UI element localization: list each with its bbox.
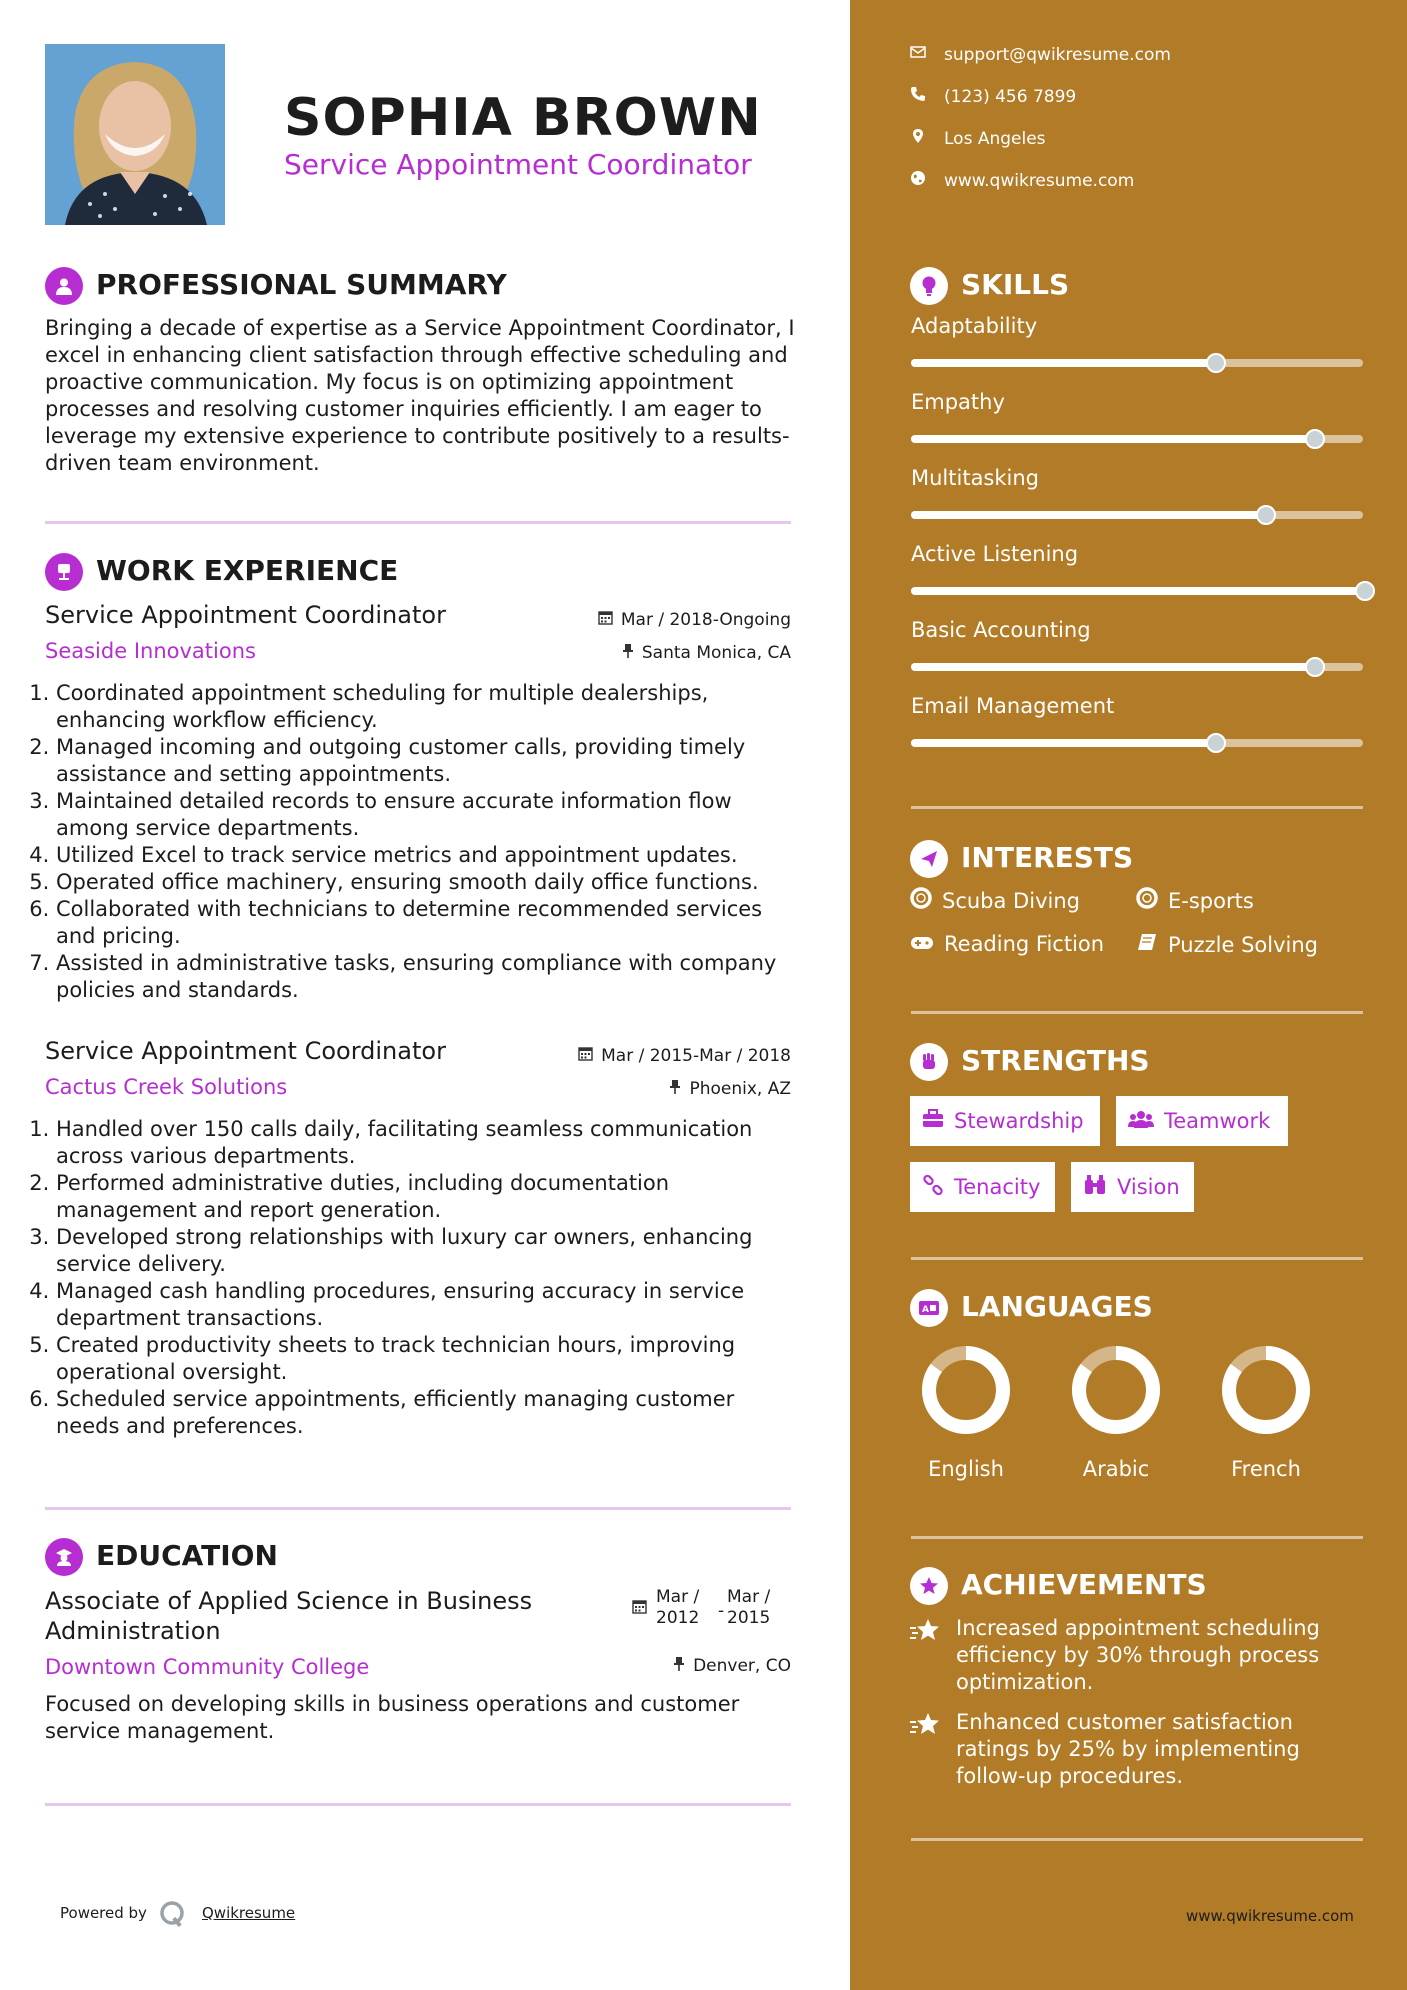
skill-level-fill: [911, 663, 1313, 671]
achievement-item: [910, 1709, 1360, 1790]
description-line: Focused on developing skills in business operations and customer: [45, 1692, 740, 1716]
summary-line: leverage my extensive experience to contribute positively to a results-: [45, 424, 790, 448]
job-dates-text: Mar / 2018-Ongoing: [620, 610, 791, 630]
interest-item: [1136, 932, 1318, 957]
binoculars-icon: [1083, 1174, 1107, 1201]
language-label: Arabic: [1082, 1457, 1150, 1481]
education-title: EDUCATION: [96, 1539, 278, 1572]
sidebar-divider: [911, 1011, 1363, 1014]
strength-badge: [1116, 1096, 1288, 1146]
section-divider: [45, 1803, 791, 1806]
contact-website[interactable]: [910, 170, 1134, 191]
candidate-role: Service Appointment Coordinator: [284, 148, 752, 181]
calendar-icon: [578, 1046, 593, 1066]
skill-level-fill: [911, 739, 1214, 747]
bullet-item: 2. Managed incoming and outgoing customer calls, providing timely assistance and setting appointments.: [56, 734, 798, 788]
language-level-ring: [1218, 1342, 1314, 1438]
strength-badge: [910, 1096, 1100, 1146]
sidebar-divider: [911, 1257, 1363, 1260]
achievement-text: [956, 1709, 1300, 1790]
skill-level-bar: [911, 511, 1363, 519]
skills-title: SKILLS: [961, 268, 1070, 301]
degree-title: [45, 1586, 532, 1646]
strength-label: Teamwork: [1164, 1109, 1271, 1133]
phone-icon: [910, 86, 926, 107]
strength-badge: [1071, 1162, 1194, 1212]
skill-level-bar: [911, 359, 1363, 367]
achievement-line: ratings by 25% by implementing: [956, 1737, 1300, 1761]
achievement-line: follow-up procedures.: [956, 1764, 1183, 1788]
summary-line: Bringing a decade of expertise as a Service Appointment Coordinator, I: [45, 316, 795, 340]
date-part: Mar /: [656, 1587, 700, 1607]
skill-label: Email Management: [911, 694, 1115, 718]
sidebar-divider: [911, 806, 1363, 809]
sidebar-divider: [911, 1838, 1363, 1841]
degree-line: Associate of Applied Science in Business: [45, 1587, 533, 1615]
date-part: 2015: [727, 1608, 771, 1628]
fist-icon: [910, 1043, 948, 1081]
job-bullets: [38, 1116, 798, 1440]
pin-icon: [622, 643, 634, 663]
achievement-line: Enhanced customer satisfaction: [956, 1710, 1293, 1734]
interest-label: Scuba Diving: [942, 888, 1080, 913]
star-badge-icon: [910, 1567, 948, 1605]
contact-email[interactable]: [910, 44, 1171, 65]
footer-website[interactable]: www.qwikresume.com: [1186, 1907, 1354, 1925]
skill-label: Multitasking: [911, 466, 1040, 490]
contact-location-text: Los Angeles: [944, 128, 1046, 149]
skill-level-knob: [1355, 581, 1375, 601]
bullet-item: 2. Performed administrative duties, including documentation management and report generation.: [56, 1170, 798, 1224]
paper-plane-icon: [910, 840, 948, 878]
pin-icon: [673, 1656, 685, 1676]
interest-item: [1136, 887, 1254, 914]
skill-level-fill: [911, 587, 1363, 595]
map-marker-icon: [910, 128, 926, 149]
job-dates: [598, 610, 791, 630]
summary-title: PROFESSIONAL SUMMARY: [96, 268, 507, 301]
degree-line: Administration: [45, 1617, 221, 1645]
lifebuoy-icon: [910, 887, 932, 914]
briefcase-chair-icon: [45, 553, 83, 591]
interest-label: E-sports: [1168, 888, 1254, 913]
skill-label: Basic Accounting: [911, 618, 1091, 642]
education-description: [45, 1691, 805, 1745]
candidate-name: SOPHIA BROWN: [284, 88, 762, 148]
sidebar-divider: [911, 1536, 1363, 1539]
interest-label: Reading Fiction: [944, 932, 1105, 956]
calendar-icon: [598, 610, 613, 630]
section-divider: [45, 521, 791, 524]
job-dates: [578, 1046, 791, 1066]
bullet-item: 1. Handled over 150 calls daily, facilitating seamless communication across various departments.: [56, 1116, 798, 1170]
interest-label: Puzzle Solving: [1168, 932, 1318, 957]
gamepad-icon: [910, 932, 934, 956]
language-label: French: [1231, 1457, 1301, 1481]
skill-level-bar: [911, 587, 1363, 595]
briefcase-icon: [922, 1109, 944, 1134]
skill-level-knob: [1206, 353, 1226, 373]
achievement-text: [956, 1615, 1320, 1696]
book-icon: [1136, 932, 1158, 957]
user-icon: [45, 267, 83, 305]
date-part: 2012: [656, 1608, 700, 1628]
section-divider: [45, 1507, 791, 1510]
bullet-item: 4. Utilized Excel to track service metrics and appointment updates.: [56, 842, 798, 869]
bullet-item: 3. Developed strong relationships with luxury car owners, enhancing service delivery.: [56, 1224, 798, 1278]
contact-location: [910, 128, 1046, 149]
company-name: Seaside Innovations: [45, 639, 256, 663]
lifebuoy-icon: [1136, 887, 1158, 914]
school-location-text: Denver, CO: [693, 1656, 791, 1676]
achievements-title: ACHIEVEMENTS: [961, 1568, 1207, 1601]
skill-level-fill: [911, 435, 1313, 443]
svg-text:A: A: [922, 1305, 929, 1315]
skill-label: Empathy: [911, 390, 1005, 414]
skill-label: Adaptability: [911, 314, 1038, 338]
pin-icon: [669, 1079, 681, 1099]
achievement-line: efficiency by 30% through process: [956, 1643, 1320, 1667]
strength-badge: [910, 1162, 1055, 1212]
job-title: Service Appointment Coordinator: [45, 601, 446, 629]
interest-item: [910, 887, 1080, 914]
bullet-item: 1. Coordinated appointment scheduling for multiple dealerships, enhancing workflow efficiency.: [56, 680, 798, 734]
interest-item: [910, 932, 1104, 956]
powered-by-label: Powered by: [60, 1904, 147, 1922]
summary-text: [45, 315, 805, 477]
contact-phone-text: (123) 456 7899: [944, 86, 1077, 107]
date-part: Mar /: [727, 1587, 771, 1607]
experience-title: WORK EXPERIENCE: [96, 554, 399, 587]
job-location-text: Phoenix, AZ: [689, 1079, 791, 1099]
job-location: [622, 643, 791, 663]
contact-website-text: www.qwikresume.com: [944, 170, 1135, 191]
bullet-item: 5. Operated office machinery, ensuring smooth daily office functions.: [56, 869, 798, 896]
skill-level-knob: [1256, 505, 1276, 525]
profile-photo: [45, 44, 225, 225]
envelope-icon: [910, 44, 926, 65]
interests-title: INTERESTS: [961, 841, 1134, 874]
strength-label: Vision: [1117, 1175, 1180, 1199]
contact-phone[interactable]: [910, 86, 1076, 107]
graduate-icon: [45, 1538, 83, 1576]
skill-level-bar: [911, 663, 1363, 671]
job-title: Service Appointment Coordinator: [45, 1037, 446, 1065]
summary-line: proactive communication. My focus is on optimizing appointment: [45, 370, 734, 394]
bullet-item: 4. Managed cash handling procedures, ensuring accuracy in service department transactions.: [56, 1278, 798, 1332]
job-location: [669, 1079, 791, 1099]
bullet-item: 3. Maintained detailed records to ensure accurate information flow among service departments.: [56, 788, 798, 842]
achievement-line: optimization.: [956, 1670, 1094, 1694]
education-end-date: [727, 1587, 770, 1629]
bullet-item: 5. Created productivity sheets to track technician hours, improving operational oversight.: [56, 1332, 798, 1386]
lightbulb-icon: [910, 267, 948, 305]
skill-level-fill: [911, 359, 1214, 367]
calendar-icon: [632, 1599, 647, 1618]
achievement-line: Increased appointment scheduling: [956, 1616, 1320, 1640]
school-name: Downtown Community College: [45, 1655, 370, 1679]
bullet-item: 6. Scheduled service appointments, efficiently managing customer needs and preferences.: [56, 1386, 798, 1440]
education-start-date: [656, 1587, 699, 1629]
date-separator: -: [718, 1601, 725, 1621]
skill-label: Active Listening: [911, 542, 1079, 566]
description-line: service management.: [45, 1719, 275, 1743]
star-icon: [910, 1712, 942, 1790]
language-level-ring: [1068, 1342, 1164, 1438]
strengths-title: STRENGTHS: [961, 1044, 1150, 1077]
contact-email-text: support@qwikresume.com: [944, 44, 1171, 65]
skill-level-knob: [1206, 733, 1226, 753]
language-label: English: [928, 1457, 1004, 1481]
summary-line: driven team environment.: [45, 451, 320, 475]
language-level-ring: [918, 1342, 1014, 1438]
qwikresume-logo-icon: [158, 1899, 188, 1933]
company-name: Cactus Creek Solutions: [45, 1075, 288, 1099]
job-dates-text: Mar / 2015-Mar / 2018: [601, 1046, 791, 1066]
skill-level-bar: [911, 739, 1363, 747]
strength-label: Stewardship: [954, 1109, 1084, 1133]
strength-label: Tenacity: [954, 1175, 1041, 1199]
job-location-text: Santa Monica, CA: [641, 643, 791, 663]
link-icon: [922, 1174, 944, 1201]
skill-level-fill: [911, 511, 1264, 519]
translate-icon: [910, 1289, 948, 1327]
job-bullets: [38, 680, 798, 1004]
achievement-item: [910, 1615, 1360, 1696]
summary-line: processes and resolving customer inquiries efficiently. I am eager to: [45, 397, 762, 421]
qwikresume-link[interactable]: Qwikresume: [202, 1904, 296, 1922]
languages-title: LANGUAGES: [961, 1290, 1153, 1323]
school-location: [673, 1656, 791, 1676]
globe-icon: [910, 170, 926, 191]
star-icon: [910, 1618, 942, 1696]
users-icon: [1128, 1109, 1154, 1134]
bullet-item: 7. Assisted in administrative tasks, ensuring compliance with company policies and standards.: [56, 950, 798, 1004]
summary-line: excel in enhancing client satisfaction through effective scheduling and: [45, 343, 788, 367]
skill-level-bar: [911, 435, 1363, 443]
bullet-item: 6. Collaborated with technicians to determine recommended services and pricing.: [56, 896, 798, 950]
